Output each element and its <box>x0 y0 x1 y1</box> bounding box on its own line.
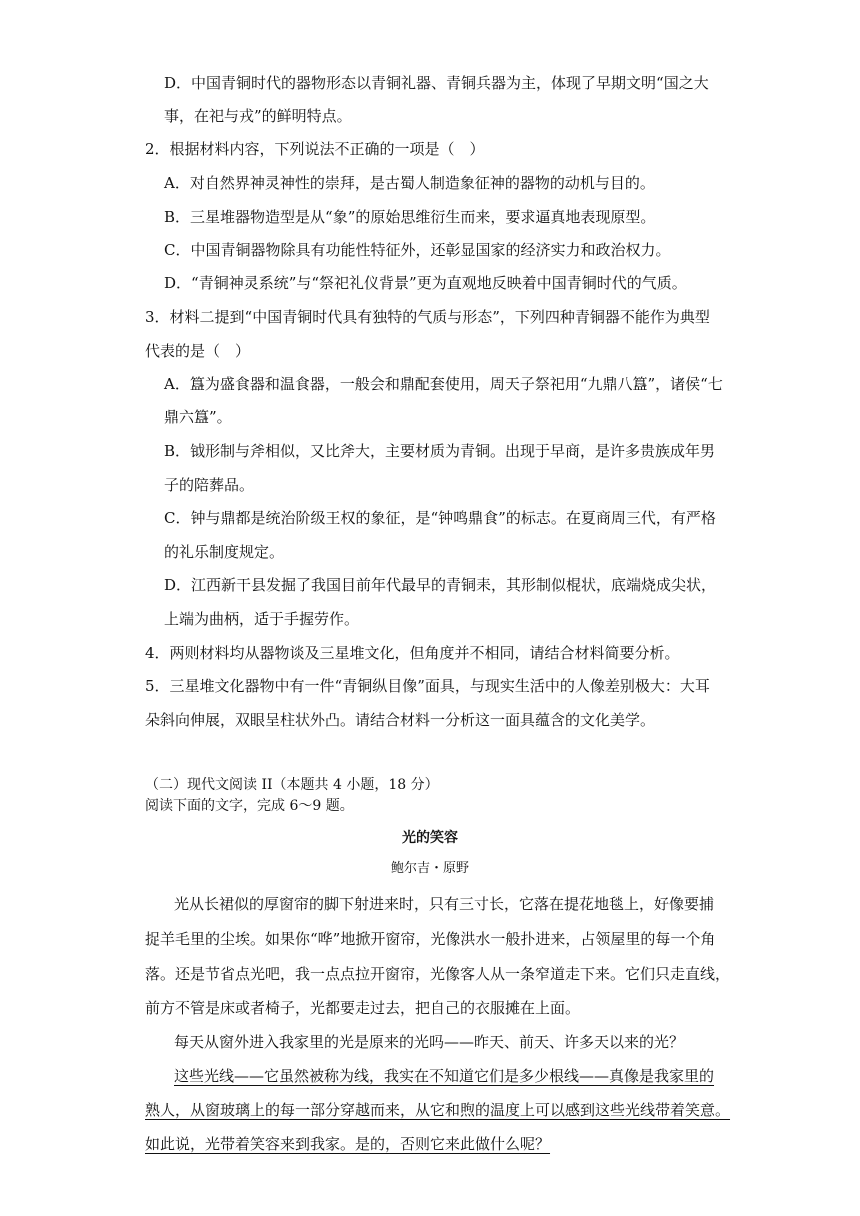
q5-stem-line2: 朵斜向伸展，双眼呈柱状外凸。请结合材料一分析这一面具蕴含的文化美学。 <box>145 711 656 729</box>
q2-option-c: C．中国青铜器物除具有功能性特征外，还彰显国家的经济实力和政治权力。 <box>164 241 671 259</box>
q3-option-d-line2: 上端为曲柄，适于手握劳作。 <box>164 610 360 628</box>
article-author: 鲍尔吉・原野 <box>390 861 469 876</box>
q3-option-a-line2: 鼎六簋”。 <box>164 408 232 426</box>
article-p3-line3: 如此说，光带着笑容来到我家。是的，否则它来此做什么呢？ <box>145 1135 551 1153</box>
article-p1-line1: 光从长裙似的厚窗帘的脚下射进来时，只有三寸长，它落在提花地毯上，好像要捕 <box>174 895 715 913</box>
q4-stem: 4．两则材料均从器物谈及三星堆文化，但角度并不相同，请结合材料简要分析。 <box>145 644 680 662</box>
q2-option-d: D．“青铜神灵系统”与“祭祀礼仪背景”更为直观地反映着中国青铜时代的气质。 <box>164 274 687 292</box>
section-heading: （二）现代文阅读 II（本题共 4 小题，18 分） <box>145 777 439 793</box>
article-title: 光的笑容 <box>402 830 458 846</box>
q5-stem-line1: 5．三星堆文化器物中有一件“青铜纵目像”面具，与现实生活中的人像差别极大：大耳 <box>145 677 710 695</box>
q3-option-c-line1: C．钟与鼎都是统治阶级王权的象征，是“钟鸣鼎食”的标志。在夏商周三代，有严格 <box>164 509 716 527</box>
article-p1-line2: 捉羊毛里的尘埃。如果你“哗”地掀开窗帘，光像洪水一般扑进来，占领屋里的每一个角 <box>145 930 716 948</box>
section-instruction: 阅读下面的文字，完成 6～9 题。 <box>145 798 354 814</box>
q3-option-a-line1: A．簋为盛食器和温食器，一般会和鼎配套使用，周天子祭祀用“九鼎八簋”，诸侯“七 <box>164 375 723 393</box>
q2-option-a: A．对自然界神灵神性的崇拜，是古蜀人制造象征神的器物的动机与目的。 <box>164 174 655 192</box>
article-p2: 每天从窗外进入我家里的光是原来的光吗——昨天、前天、许多天以来的光？ <box>174 1033 685 1051</box>
article-p3-line2: 熟人，从窗玻璃上的每一部分穿越而来，从它和煦的温度上可以感到这些光线带着笑意。 <box>145 1101 731 1119</box>
q2-option-b: B．三星堆器物造型是从“象”的原始思维衍生而来，要求逼真地表现原型。 <box>164 208 656 226</box>
article-p1-line4: 前方不管是床或者椅子，光都要走过去，把自己的衣服摊在上面。 <box>145 999 581 1017</box>
q3-option-b-line2: 子的陪葬品。 <box>164 476 255 494</box>
q3-option-b-line1: B．钺形制与斧相似，又比斧大，主要材质为青铜。出现于早商，是许多贵族成年男 <box>164 442 716 460</box>
q3-stem-line1: 3．材料二提到“中国青铜时代具有独特的气质与形态”，下列四种青铜器不能作为典型 <box>145 308 710 326</box>
q2-stem: 2．根据材料内容，下列说法不正确的一项是（ ） <box>145 140 485 158</box>
article-p1-line3: 落。还是节省点光吧，我一点点拉开窗帘，光像客人从一条窄道走下来。它们只走直线， <box>145 965 731 983</box>
q1-option-d-line1: D．中国青铜时代的器物形态以青铜礼器、青铜兵器为主，体现了早期文明“国之大 <box>164 74 709 92</box>
q1-option-d-line2: 事，在祀与戎”的鲜明特点。 <box>164 107 352 125</box>
article-p3-line1: 这些光线——它虽然被称为线，我实在不知道它们是多少根线——真像是我家里的 <box>174 1067 715 1085</box>
q3-option-d-line1: D．江西新干县发掘了我国目前年代最早的青铜耒，其形制似棍状，底端烧成尖状， <box>164 576 717 594</box>
q3-stem-line2: 代表的是（ ） <box>145 342 251 360</box>
q3-option-c-line2: 的礼乐制度规定。 <box>164 543 285 561</box>
